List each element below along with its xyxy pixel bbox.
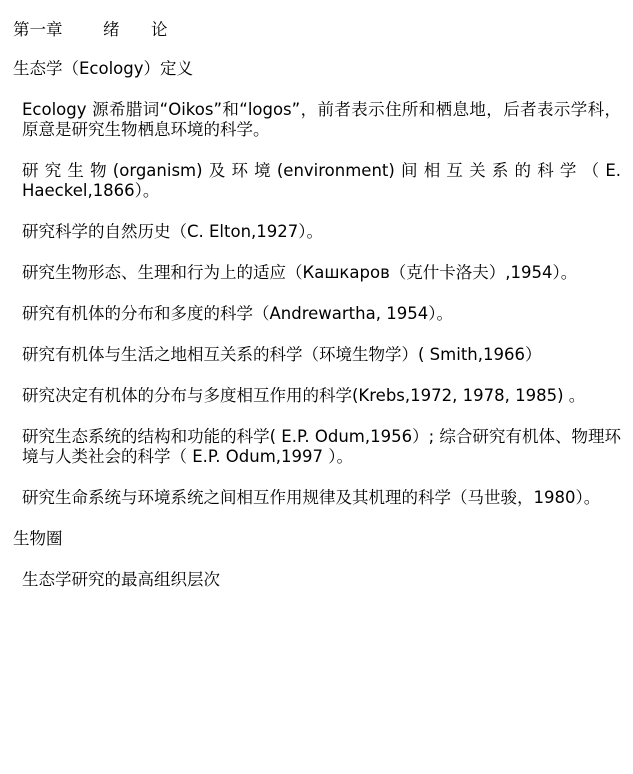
definition-paragraph: 研究科学的自然历史（C. Elton,1927）。 — [22, 222, 324, 241]
definition-paragraph: 研究有机体的分布和多度的科学（Andrewartha, 1954）。 — [22, 304, 453, 323]
section-heading-biosphere: 生物圈 — [13, 529, 63, 548]
definition-paragraph: 研究生命系统与环境系统之间相互作用规律及其机理的科学（马世骏，1980）。 — [22, 488, 601, 507]
biosphere-paragraph: 生态学研究的最高组织层次 — [22, 570, 220, 589]
chapter-number: 第一章 — [13, 20, 63, 39]
definition-paragraph: 研究生态系统的结构和功能的科学( E.P. Odum,1956）; 综合研究有机体、物理环境与人类社会的科学（ E.P. Odum,1997 ）。 — [22, 427, 621, 466]
definition-paragraph: 研究决定有机体的分布与多度相互作用的科学(Krebs,1972, 1978, 1985) 。 — [22, 386, 586, 405]
definition-paragraph: 研究生物(organism)及环境(environment)间相互关系的科学（E. Haeckel,1866）。 — [22, 161, 621, 200]
definition-paragraph: 研究有机体与生活之地相互关系的科学（环境生物学）( Smith,1966） — [22, 345, 542, 364]
section-heading-ecology-definition: 生态学（Ecology）定义 — [13, 59, 194, 78]
chapter-title-char-2: 论 — [151, 20, 168, 39]
definition-paragraph: 研究生物形态、生理和行为上的适应（Кашкаров（克什卡洛夫）,1954）。 — [22, 263, 578, 282]
chapter-title-char-1: 绪 — [103, 20, 120, 39]
definition-paragraph: Ecology 源希腊词“Oikos”和“logos”，前者表示住所和栖息地，后者表示学科，原意是研究生物栖息环境的科学。 — [22, 100, 621, 139]
chapter-heading — [13, 20, 621, 40]
